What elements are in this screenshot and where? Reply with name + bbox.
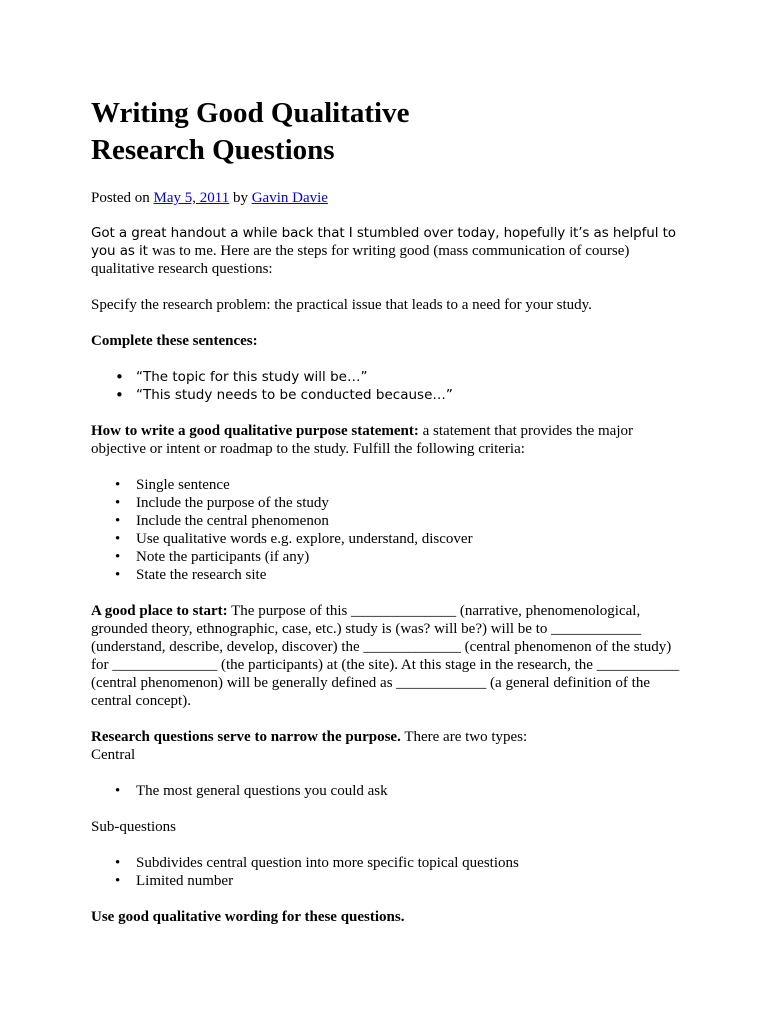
complete-heading-text: Complete these sentences: — [91, 333, 258, 349]
rq-text: There are two types: — [400, 729, 528, 745]
list-item: • “This study needs to be conducted because…” — [136, 386, 691, 404]
criteria-list — [91, 476, 691, 584]
sub-questions-label: Sub-questions — [91, 819, 177, 835]
purpose-heading: How to write a good qualitative purpose statement: — [91, 423, 419, 439]
central-label: Central — [91, 747, 136, 763]
post-date-link[interactable]: May 5, 2011 — [153, 190, 230, 206]
complete-heading — [91, 332, 691, 350]
start-text: The purpose of this ______________ (narrative, phenomenological, grounded theory, ethnographic, case, etc.) study is (was? will be?) will be to ____________ (understand, describe, develop, discover) the _____________ (central phenomenon of the study) for ______________ (the participants) at (the site). At this stage in the research, the ___________ (central phenomenon) will be generally defined as ____________ (a general definition of the central concept). — [91, 603, 680, 709]
list-item: • Subdivides central question into more specific topical questions — [136, 854, 691, 872]
intro-text-a: Got a great handout a while back that I stumbled over today, hopefully it’s as helpful to you as it — [91, 225, 676, 259]
posted-on-label: Posted on — [91, 190, 150, 206]
rq-paragraph — [91, 728, 691, 764]
specify-paragraph: Specify the research problem: the practical issue that leads to a need for your study. — [91, 297, 592, 313]
article — [91, 95, 691, 926]
intro-paragraph — [91, 224, 691, 278]
start-paragraph — [91, 602, 691, 710]
list-item: • Use qualitative words e.g. explore, understand, discover — [136, 530, 691, 548]
sub-questions-list — [91, 854, 691, 890]
post-meta — [91, 189, 691, 207]
wording-paragraph — [91, 908, 691, 926]
purpose-text: a statement that provides the major objective or intent or roadmap to the study. Fulfill the following criteria: — [91, 423, 633, 457]
author-link[interactable]: Gavin Davie — [251, 190, 328, 206]
intro-text-b: was to me. Here are the steps for writing good (mass communication of course) qualitative research questions: — [91, 243, 630, 277]
rq-heading: Research questions serve to narrow the purpose. — [91, 729, 401, 745]
list-item: • Single sentence — [136, 476, 691, 494]
list-item: • Include the purpose of the study — [136, 494, 691, 512]
complete-list — [91, 368, 691, 404]
by-label: by — [232, 190, 248, 206]
list-item: • “The topic for this study will be…” — [136, 368, 691, 386]
list-item: • State the research site — [136, 566, 691, 584]
central-list — [91, 782, 691, 800]
post-title-line-1: Writing Good Qualitative — [91, 97, 410, 129]
start-heading: A good place to start: — [91, 603, 228, 619]
list-item: • Note the participants (if any) — [136, 548, 691, 566]
purpose-paragraph — [91, 422, 691, 458]
list-item: • The most general questions you could ask — [136, 782, 691, 800]
list-item: • Include the central phenomenon — [136, 512, 691, 530]
post-title-line-2: Research Questions — [91, 134, 335, 166]
list-item: • Limited number — [136, 872, 691, 890]
post-title — [91, 95, 691, 169]
wording-text: Use good qualitative wording for these questions. — [91, 909, 405, 925]
